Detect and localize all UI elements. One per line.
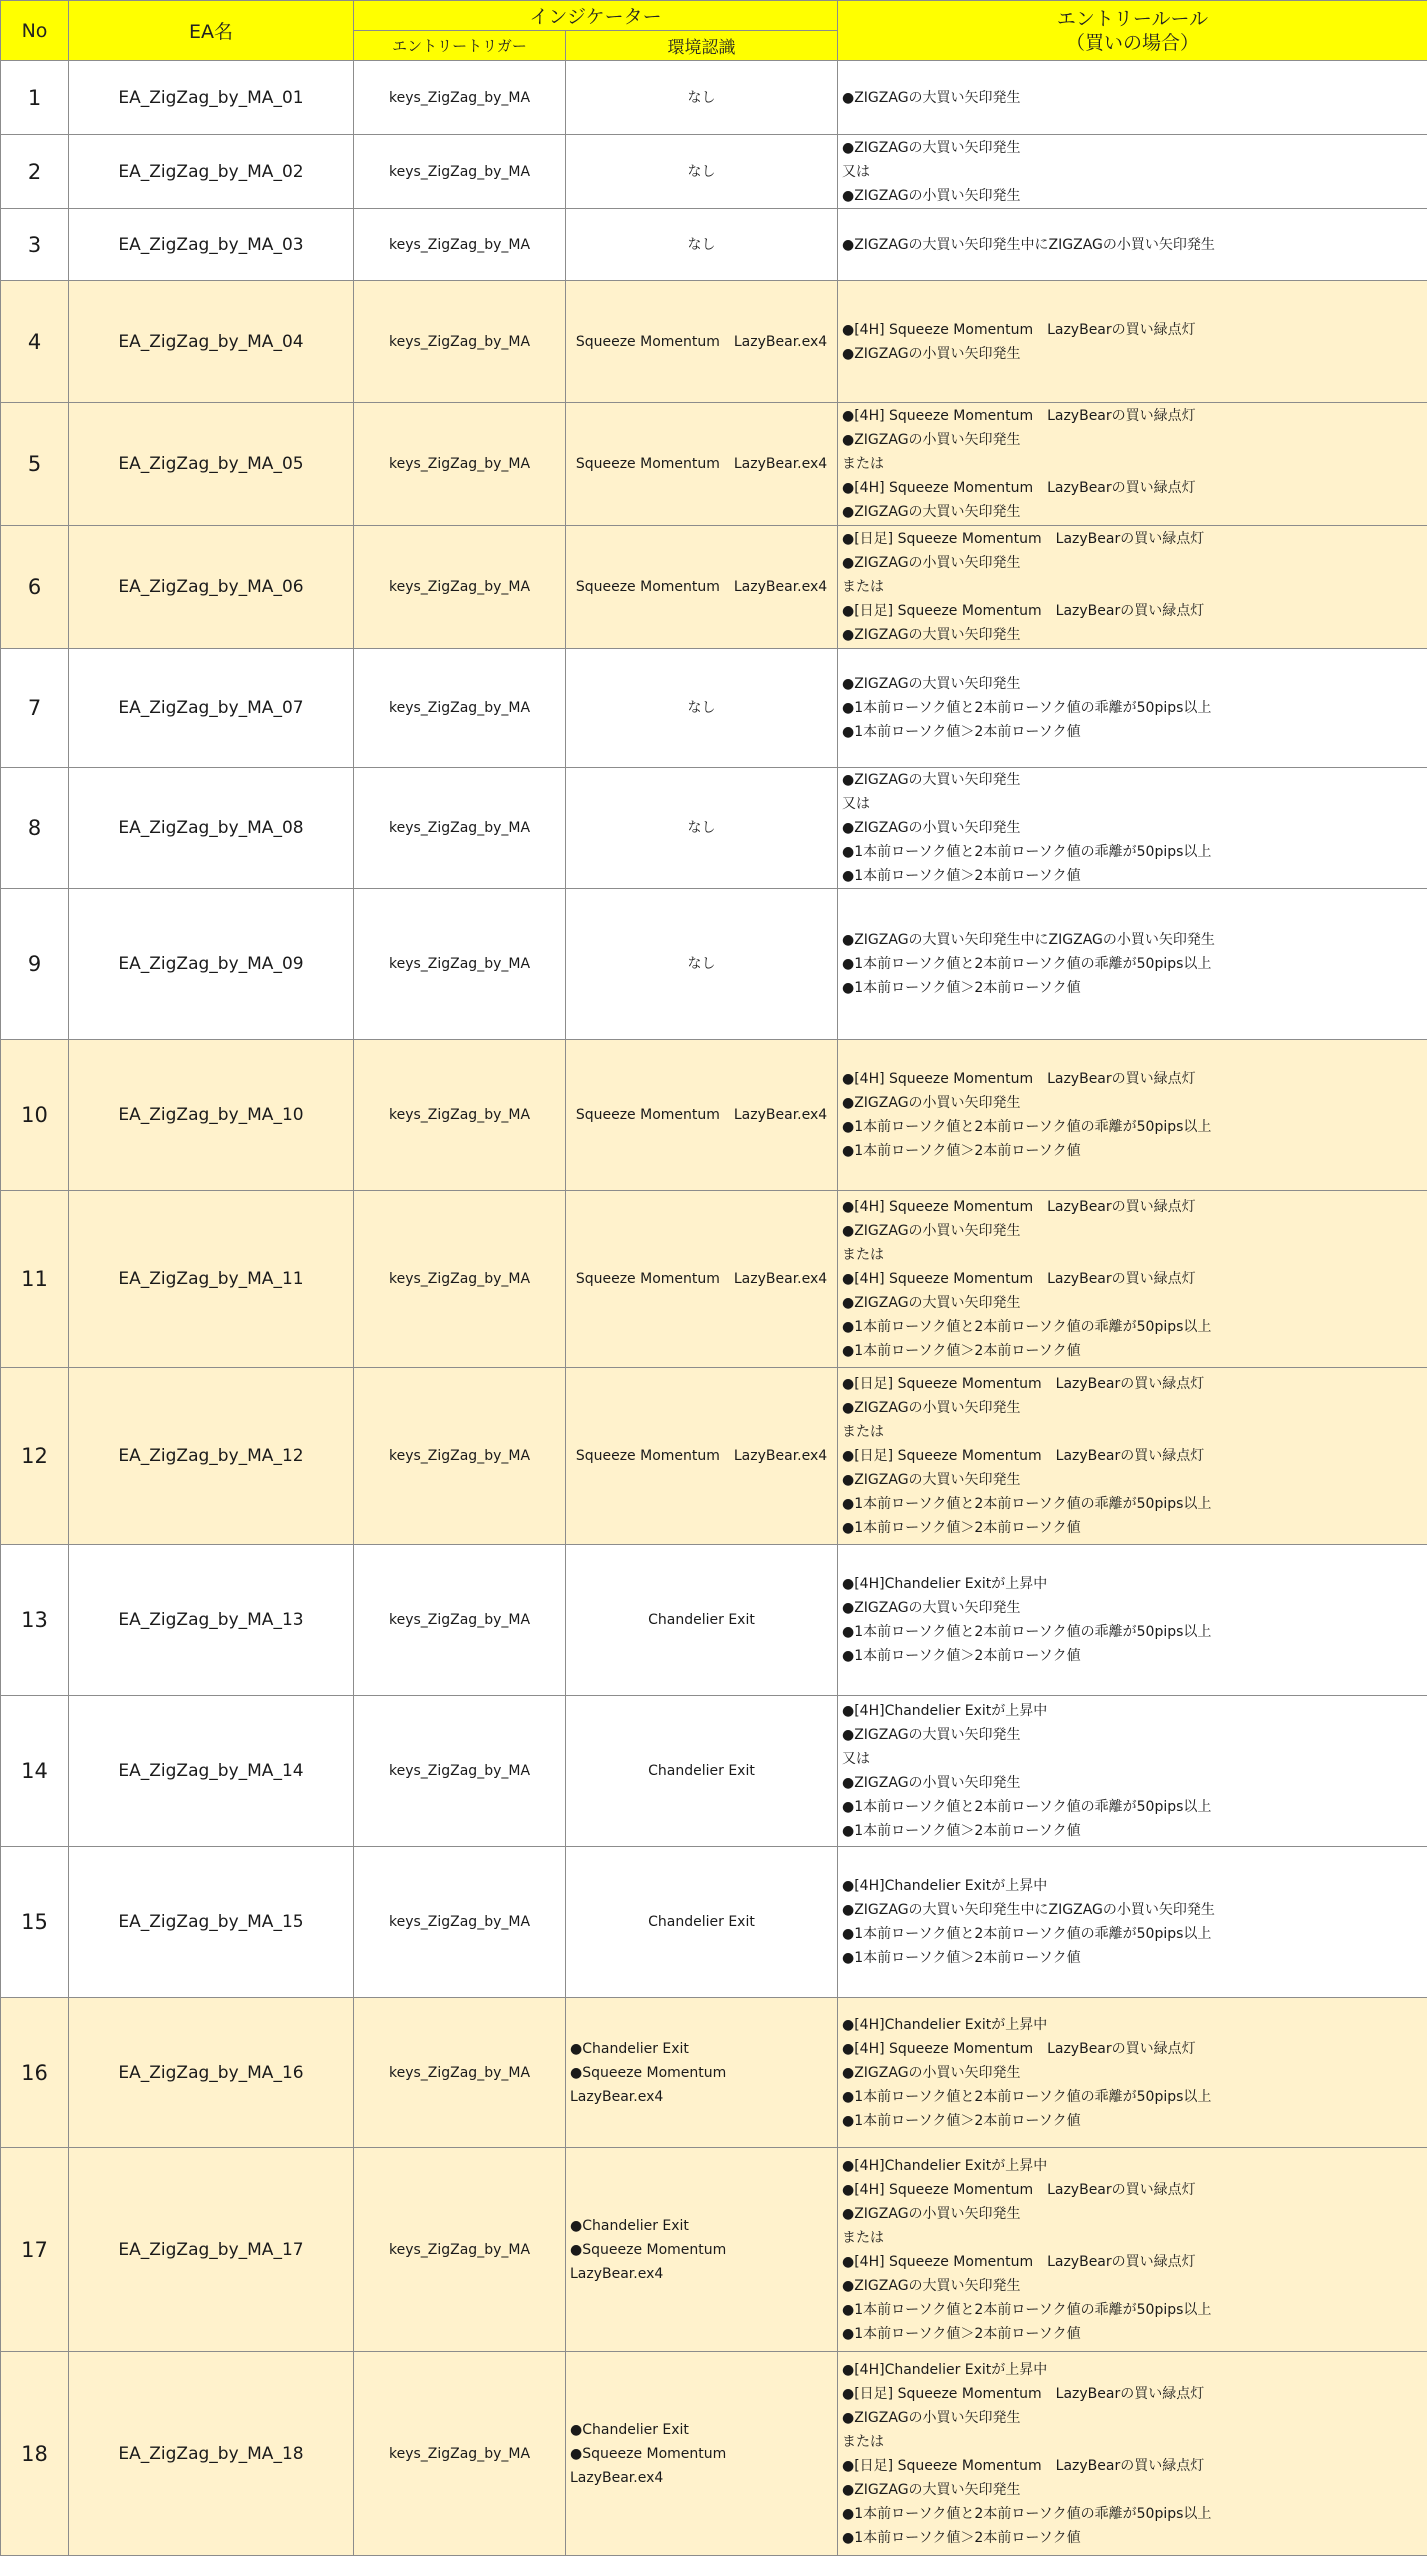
cell-ea-name: EA_ZigZag_by_MA_01: [69, 61, 354, 135]
cell-ea-name: EA_ZigZag_by_MA_18: [69, 2352, 354, 2556]
table-row: [1, 1191, 1427, 1368]
table-row: [1, 649, 1427, 768]
environment-line: なし: [687, 956, 716, 972]
environment-line: Squeeze Momentum LazyBear.ex4: [575, 1107, 828, 1123]
entry-rule-line: ●[4H] Squeeze Momentum LazyBearの買い緑点灯: [842, 1071, 1196, 1087]
entry-rule-line: ●ZIGZAGの小買い矢印発生: [842, 432, 1021, 448]
entry-rule-line: ●1本前ローソク値と2本前ローソク値の乖離が50pips以上: [842, 956, 1212, 972]
cell-environment: [566, 1191, 838, 1368]
entry-rule-line: ●1本前ローソク値＞2本前ローソク値: [842, 1343, 1081, 1359]
environment-line: Squeeze Momentum LazyBear.ex4: [575, 579, 828, 595]
table-row: [1, 1847, 1427, 1998]
table-row: [1, 1998, 1427, 2148]
environment-line: ●Squeeze Momentum: [570, 2445, 727, 2462]
table-row: [1, 2148, 1427, 2352]
entry-rule-line: ●ZIGZAGの大買い矢印発生: [842, 772, 1021, 788]
cell-environment: [566, 889, 838, 1040]
environment-line: なし: [687, 700, 716, 716]
entry-rule-line: ●[4H] Squeeze Momentum LazyBearの買い緑点灯: [842, 321, 1196, 338]
entry-rule-line: ●ZIGZAGの小買い矢印発生: [842, 2409, 1021, 2426]
cell-no: 7: [1, 649, 69, 768]
header-indicator: インジケーター: [354, 1, 838, 31]
entry-rule-line: ●[日足] Squeeze Momentum LazyBearの買い緑点灯: [842, 1448, 1205, 1464]
entry-rule-line: ●[4H]Chandelier Exitが上昇中: [842, 1576, 1048, 1592]
entry-rule-line: ●1本前ローソク値と2本前ローソク値の乖離が50pips以上: [842, 2088, 1212, 2105]
cell-entry-trigger: keys_ZigZag_by_MA: [354, 403, 566, 526]
cell-entry-rule: [838, 61, 1427, 135]
entry-rule-line: ●ZIGZAGの大買い矢印発生中にZIGZAGの小買い矢印発生: [842, 1902, 1215, 1918]
entry-rule-line: ●ZIGZAGの小買い矢印発生: [842, 820, 1021, 836]
table-row: [1, 768, 1427, 889]
entry-rule-line: ●ZIGZAGの大買い矢印発生: [842, 676, 1021, 692]
cell-entry-rule: [838, 403, 1427, 526]
cell-no: 5: [1, 403, 69, 526]
cell-no: 9: [1, 889, 69, 1040]
cell-environment: [566, 61, 838, 135]
table-row: [1, 889, 1427, 1040]
entry-rule-line: ●[日足] Squeeze Momentum LazyBearの買い緑点灯: [842, 531, 1205, 547]
table-row: [1, 526, 1427, 649]
entry-rule-line: ●[4H] Squeeze Momentum LazyBearの買い緑点灯: [842, 2253, 1196, 2270]
cell-ea-name: EA_ZigZag_by_MA_07: [69, 649, 354, 768]
entry-rule-line: ●1本前ローソク値と2本前ローソク値の乖離が50pips以上: [842, 1496, 1212, 1512]
cell-ea-name: EA_ZigZag_by_MA_09: [69, 889, 354, 1040]
header-entry-trigger: エントリートリガー: [354, 31, 566, 61]
entry-rule-line: ●[4H] Squeeze Momentum LazyBearの買い緑点灯: [842, 1199, 1196, 1215]
cell-entry-trigger: keys_ZigZag_by_MA: [354, 649, 566, 768]
entry-rule-line: ●ZIGZAGの大買い矢印発生中にZIGZAGの小買い矢印発生: [842, 932, 1215, 948]
cell-ea-name: EA_ZigZag_by_MA_10: [69, 1040, 354, 1191]
cell-entry-trigger: keys_ZigZag_by_MA: [354, 1847, 566, 1998]
entry-rule-line: ●1本前ローソク値と2本前ローソク値の乖離が50pips以上: [842, 1799, 1212, 1815]
cell-no: 14: [1, 1696, 69, 1847]
cell-environment: [566, 209, 838, 281]
cell-entry-trigger: keys_ZigZag_by_MA: [354, 135, 566, 209]
cell-no: 11: [1, 1191, 69, 1368]
entry-rule-line: ●ZIGZAGの小買い矢印発生: [842, 1095, 1021, 1111]
cell-ea-name: EA_ZigZag_by_MA_02: [69, 135, 354, 209]
cell-no: 8: [1, 768, 69, 889]
entry-rule-line: ●1本前ローソク値＞2本前ローソク値: [842, 980, 1081, 996]
cell-entry-rule: [838, 526, 1427, 649]
cell-environment: [566, 2148, 838, 2352]
entry-rule-line: ●ZIGZAGの大買い矢印発生: [842, 139, 1021, 156]
cell-ea-name: EA_ZigZag_by_MA_15: [69, 1847, 354, 1998]
entry-rule-line: または: [842, 1247, 884, 1263]
cell-no: 2: [1, 135, 69, 209]
entry-rule-line: ●[4H]Chandelier Exitが上昇中: [842, 2016, 1048, 2033]
header-environment: 環境認識: [566, 31, 838, 61]
environment-line: ●Squeeze Momentum: [570, 2241, 727, 2258]
entry-rule-line: ●1本前ローソク値＞2本前ローソク値: [842, 2529, 1081, 2546]
entry-rule-line: ●[4H]Chandelier Exitが上昇中: [842, 2157, 1048, 2174]
entry-rule-line: ●[日足] Squeeze Momentum LazyBearの買い緑点灯: [842, 1376, 1205, 1392]
entry-rule-line: ●1本前ローソク値と2本前ローソク値の乖離が50pips以上: [842, 1319, 1212, 1335]
cell-environment: [566, 1998, 838, 2148]
cell-environment: [566, 135, 838, 209]
environment-line: なし: [687, 236, 716, 253]
cell-environment: [566, 2352, 838, 2556]
environment-line: Squeeze Momentum LazyBear.ex4: [575, 1271, 828, 1287]
cell-ea-name: EA_ZigZag_by_MA_14: [69, 1696, 354, 1847]
entry-rule-line: ●ZIGZAGの小買い矢印発生: [842, 555, 1021, 571]
entry-rule-line: ●1本前ローソク値と2本前ローソク値の乖離が50pips以上: [842, 1926, 1212, 1942]
cell-no: 3: [1, 209, 69, 281]
cell-no: 16: [1, 1998, 69, 2148]
cell-environment: [566, 281, 838, 403]
cell-entry-rule: [838, 889, 1427, 1040]
table-body: [1, 61, 1427, 2556]
entry-rule-line: ●ZIGZAGの小買い矢印発生: [842, 2064, 1021, 2081]
cell-no: 18: [1, 2352, 69, 2556]
environment-line: ●Chandelier Exit: [570, 2040, 689, 2057]
cell-entry-trigger: keys_ZigZag_by_MA: [354, 2352, 566, 2556]
header-no: No: [1, 1, 69, 61]
cell-entry-trigger: keys_ZigZag_by_MA: [354, 1040, 566, 1191]
environment-line: なし: [687, 89, 716, 106]
cell-entry-rule: [838, 768, 1427, 889]
cell-no: 10: [1, 1040, 69, 1191]
entry-rule-line: ●1本前ローソク値＞2本前ローソク値: [842, 2325, 1081, 2342]
entry-rule-line: ●ZIGZAGの小買い矢印発生: [842, 2205, 1021, 2222]
table-row: [1, 281, 1427, 403]
table-header: [1, 1, 1427, 61]
cell-environment: [566, 1847, 838, 1998]
cell-entry-trigger: keys_ZigZag_by_MA: [354, 1191, 566, 1368]
cell-entry-rule: [838, 281, 1427, 403]
entry-rule-line: ●1本前ローソク値と2本前ローソク値の乖離が50pips以上: [842, 1119, 1212, 1135]
entry-rule-line: または: [842, 2229, 884, 2246]
header-ea-name: EA名: [69, 1, 354, 61]
cell-entry-trigger: keys_ZigZag_by_MA: [354, 526, 566, 649]
environment-line: なし: [687, 820, 716, 836]
entry-rule-line: ●[4H] Squeeze Momentum LazyBearの買い緑点灯: [842, 1271, 1196, 1287]
header-entry-rule-subtitle: （買いの場合）: [1065, 31, 1199, 54]
entry-rule-line: ●1本前ローソク値＞2本前ローソク値: [842, 1143, 1081, 1159]
entry-rule-line: 又は: [842, 163, 870, 180]
cell-environment: [566, 1545, 838, 1696]
cell-ea-name: EA_ZigZag_by_MA_03: [69, 209, 354, 281]
entry-rule-line: ●ZIGZAGの大買い矢印発生: [842, 2481, 1021, 2498]
environment-line: Chandelier Exit: [648, 1763, 755, 1779]
cell-entry-rule: [838, 1368, 1427, 1545]
entry-rule-line: ●[日足] Squeeze Momentum LazyBearの買い緑点灯: [842, 2457, 1205, 2474]
entry-rule-line: ●1本前ローソク値＞2本前ローソク値: [842, 1648, 1081, 1664]
cell-no: 17: [1, 2148, 69, 2352]
entry-rule-line: ●[日足] Squeeze Momentum LazyBearの買い緑点灯: [842, 2385, 1205, 2402]
cell-entry-trigger: keys_ZigZag_by_MA: [354, 61, 566, 135]
entry-rule-line: ●ZIGZAGの小買い矢印発生: [842, 187, 1021, 204]
cell-ea-name: EA_ZigZag_by_MA_13: [69, 1545, 354, 1696]
entry-rule-line: または: [842, 579, 884, 595]
cell-environment: [566, 1696, 838, 1847]
entry-rule-line: ●1本前ローソク値＞2本前ローソク値: [842, 1823, 1081, 1839]
entry-rule-line: ●ZIGZAGの大買い矢印発生: [842, 1295, 1021, 1311]
entry-rule-line: ●1本前ローソク値＞2本前ローソク値: [842, 2112, 1081, 2129]
table-row: [1, 135, 1427, 209]
entry-rule-line: ●ZIGZAGの大買い矢印発生: [842, 89, 1021, 106]
entry-rule-line: ●1本前ローソク値＞2本前ローソク値: [842, 868, 1081, 884]
environment-line: Squeeze Momentum LazyBear.ex4: [575, 456, 828, 472]
cell-entry-trigger: keys_ZigZag_by_MA: [354, 209, 566, 281]
entry-rule-line: または: [842, 456, 884, 472]
cell-entry-trigger: keys_ZigZag_by_MA: [354, 1368, 566, 1545]
environment-line: ●Squeeze Momentum: [570, 2064, 727, 2081]
environment-line: LazyBear.ex4: [570, 2265, 664, 2282]
cell-entry-trigger: keys_ZigZag_by_MA: [354, 1696, 566, 1847]
table-row: [1, 2352, 1427, 2556]
entry-rule-line: 又は: [842, 796, 870, 812]
entry-rule-line: ●ZIGZAGの大買い矢印発生: [842, 627, 1021, 643]
entry-rule-line: ●[4H] Squeeze Momentum LazyBearの買い緑点灯: [842, 2181, 1196, 2198]
entry-rule-line: ●ZIGZAGの大買い矢印発生中にZIGZAGの小買い矢印発生: [842, 236, 1215, 253]
cell-no: 15: [1, 1847, 69, 1998]
entry-rule-line: ●1本前ローソク値と2本前ローソク値の乖離が50pips以上: [842, 700, 1212, 716]
entry-rule-line: ●[4H] Squeeze Momentum LazyBearの買い緑点灯: [842, 408, 1196, 424]
cell-ea-name: EA_ZigZag_by_MA_17: [69, 2148, 354, 2352]
entry-rule-line: ●ZIGZAGの大買い矢印発生: [842, 2277, 1021, 2294]
entry-rule-line: ●1本前ローソク値＞2本前ローソク値: [842, 1520, 1081, 1536]
entry-rule-line: ●1本前ローソク値と2本前ローソク値の乖離が50pips以上: [842, 844, 1212, 860]
cell-ea-name: EA_ZigZag_by_MA_05: [69, 403, 354, 526]
environment-line: Squeeze Momentum LazyBear.ex4: [575, 1448, 828, 1464]
environment-line: ●Chandelier Exit: [570, 2421, 689, 2438]
environment-line: Chandelier Exit: [648, 1612, 755, 1628]
cell-entry-rule: [838, 1847, 1427, 1998]
cell-entry-rule: [838, 1696, 1427, 1847]
environment-line: ●Chandelier Exit: [570, 2217, 689, 2234]
environment-line: Chandelier Exit: [648, 1914, 755, 1930]
cell-entry-rule: [838, 1191, 1427, 1368]
cell-environment: [566, 1368, 838, 1545]
cell-entry-trigger: keys_ZigZag_by_MA: [354, 2148, 566, 2352]
entry-rule-line: 又は: [842, 1751, 870, 1767]
cell-environment: [566, 526, 838, 649]
environment-line: なし: [687, 163, 716, 180]
header-entry-rule: [838, 1, 1427, 61]
cell-no: 13: [1, 1545, 69, 1696]
cell-no: 1: [1, 61, 69, 135]
cell-environment: [566, 1040, 838, 1191]
cell-entry-trigger: keys_ZigZag_by_MA: [354, 281, 566, 403]
environment-line: LazyBear.ex4: [570, 2469, 664, 2486]
cell-ea-name: EA_ZigZag_by_MA_12: [69, 1368, 354, 1545]
entry-rule-line: ●1本前ローソク値＞2本前ローソク値: [842, 1950, 1081, 1966]
cell-entry-rule: [838, 135, 1427, 209]
entry-rule-line: ●ZIGZAGの大買い矢印発生: [842, 504, 1021, 520]
cell-entry-rule: [838, 1545, 1427, 1696]
cell-entry-trigger: keys_ZigZag_by_MA: [354, 768, 566, 889]
cell-entry-trigger: keys_ZigZag_by_MA: [354, 889, 566, 1040]
entry-rule-line: ●[4H]Chandelier Exitが上昇中: [842, 2361, 1048, 2378]
cell-entry-rule: [838, 1998, 1427, 2148]
entry-rule-line: ●1本前ローソク値と2本前ローソク値の乖離が50pips以上: [842, 1624, 1212, 1640]
cell-ea-name: EA_ZigZag_by_MA_16: [69, 1998, 354, 2148]
cell-ea-name: EA_ZigZag_by_MA_11: [69, 1191, 354, 1368]
entry-rule-line: ●ZIGZAGの小買い矢印発生: [842, 1400, 1021, 1416]
cell-environment: [566, 768, 838, 889]
cell-ea-name: EA_ZigZag_by_MA_06: [69, 526, 354, 649]
cell-no: 4: [1, 281, 69, 403]
table-row: [1, 1696, 1427, 1847]
cell-no: 6: [1, 526, 69, 649]
cell-entry-rule: [838, 2352, 1427, 2556]
entry-rule-line: ●1本前ローソク値と2本前ローソク値の乖離が50pips以上: [842, 2505, 1212, 2522]
cell-ea-name: EA_ZigZag_by_MA_04: [69, 281, 354, 403]
entry-rule-line: ●[4H]Chandelier Exitが上昇中: [842, 1703, 1048, 1719]
header-entry-rule-title: エントリールール: [1056, 7, 1209, 30]
cell-entry-rule: [838, 649, 1427, 768]
entry-rule-line: ●ZIGZAGの大買い矢印発生: [842, 1600, 1021, 1616]
environment-line: Squeeze Momentum LazyBear.ex4: [575, 333, 828, 350]
entry-rule-line: ●ZIGZAGの大買い矢印発生: [842, 1472, 1021, 1488]
cell-entry-rule: [838, 209, 1427, 281]
table-row: [1, 209, 1427, 281]
cell-environment: [566, 403, 838, 526]
entry-rule-line: ●[4H] Squeeze Momentum LazyBearの買い緑点灯: [842, 480, 1196, 496]
table-row: [1, 403, 1427, 526]
cell-ea-name: EA_ZigZag_by_MA_08: [69, 768, 354, 889]
entry-rule-line: ●[4H]Chandelier Exitが上昇中: [842, 1878, 1048, 1894]
entry-rule-line: ●ZIGZAGの小買い矢印発生: [842, 1775, 1021, 1791]
cell-entry-rule: [838, 1040, 1427, 1191]
environment-line: LazyBear.ex4: [570, 2088, 664, 2105]
entry-rule-line: ●[4H] Squeeze Momentum LazyBearの買い緑点灯: [842, 2040, 1196, 2057]
entry-rule-line: ●1本前ローソク値＞2本前ローソク値: [842, 724, 1081, 740]
cell-environment: [566, 649, 838, 768]
entry-rule-line: ●[日足] Squeeze Momentum LazyBearの買い緑点灯: [842, 603, 1205, 619]
entry-rule-line: ●ZIGZAGの小買い矢印発生: [842, 1223, 1021, 1239]
entry-rule-line: ●ZIGZAGの大買い矢印発生: [842, 1727, 1021, 1743]
table-row: [1, 1040, 1427, 1191]
entry-rule-line: ●1本前ローソク値と2本前ローソク値の乖離が50pips以上: [842, 2301, 1212, 2318]
table-row: [1, 1368, 1427, 1545]
entry-rule-line: または: [842, 2433, 884, 2450]
entry-rule-line: ●ZIGZAGの小買い矢印発生: [842, 345, 1021, 362]
table-row: [1, 1545, 1427, 1696]
entry-rule-line: または: [842, 1424, 884, 1440]
table-row: [1, 61, 1427, 135]
cell-entry-trigger: keys_ZigZag_by_MA: [354, 1998, 566, 2148]
cell-entry-rule: [838, 2148, 1427, 2352]
cell-no: 12: [1, 1368, 69, 1545]
cell-entry-trigger: keys_ZigZag_by_MA: [354, 1545, 566, 1696]
